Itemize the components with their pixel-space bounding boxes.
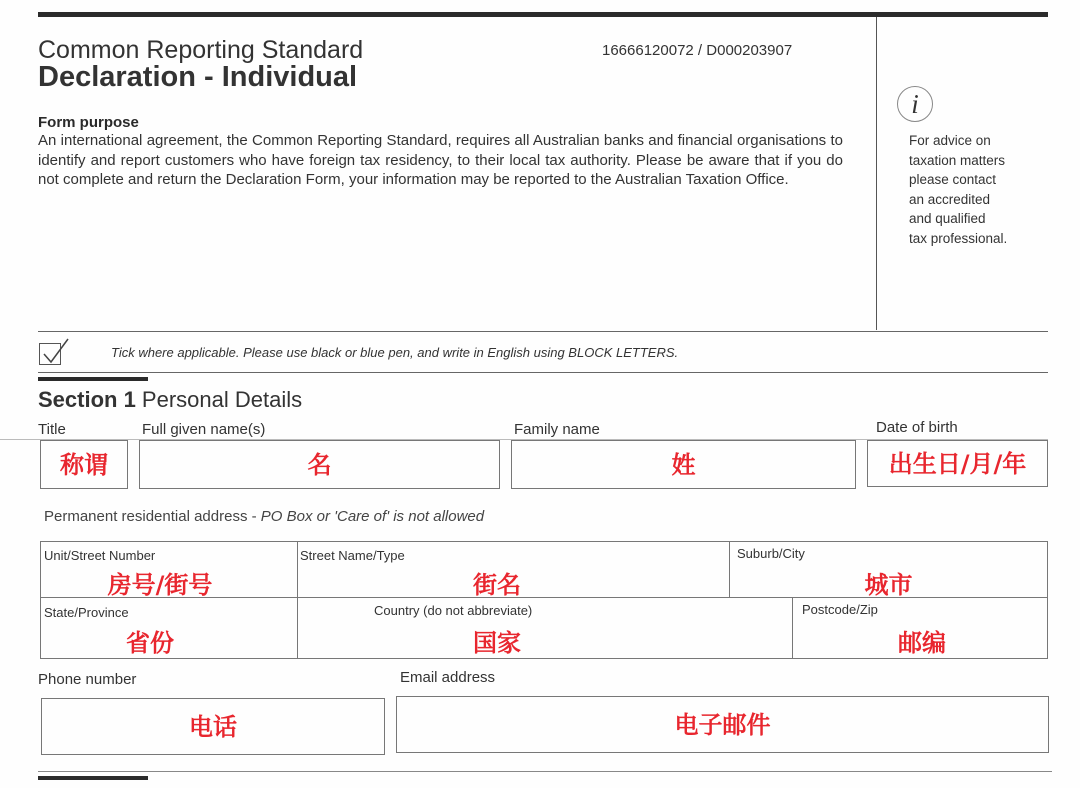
instruction-bottom-rule	[38, 372, 1048, 373]
section-rule	[38, 377, 148, 381]
purpose-text: An international agreement, the Common Reporting Standard, requires all Australian banks and financial organisations to identify and report customers who have foreign tax residency, to their local tax authority. Please be aware that if you do not complete and return the Declaration Form, your information may be reported to the Australian Taxation Office.	[38, 132, 843, 188]
state-field[interactable]	[40, 597, 297, 659]
family-name-value: 姓	[671, 451, 696, 479]
advice-line: taxation matters	[909, 152, 1006, 168]
postcode-field[interactable]	[792, 597, 1048, 659]
advice-line: tax professional.	[909, 230, 1008, 246]
advice-line: and qualified	[909, 211, 986, 226]
unit-number-label: Unit/Street Number	[44, 548, 156, 563]
info-icon: i	[897, 86, 933, 122]
postcode-value: 邮编	[898, 629, 946, 657]
street-name-label: Street Name/Type	[300, 548, 405, 563]
check-icon	[41, 336, 71, 366]
footer-section-rule	[38, 776, 148, 780]
email-label: Email address	[400, 669, 496, 686]
address-note: PO Box or 'Care of' is not allowed	[260, 508, 485, 525]
advice-line: an accredited	[909, 191, 991, 207]
country-value: 国家	[473, 629, 521, 657]
given-name-field[interactable]	[139, 440, 500, 489]
family-name-field[interactable]	[511, 440, 856, 489]
given-name-label: Full given name(s)	[142, 421, 266, 438]
street-name-field[interactable]	[297, 541, 729, 597]
unit-number-field[interactable]	[40, 541, 297, 597]
advice-line: please contact	[909, 172, 997, 187]
purpose-heading: Form purpose	[38, 114, 139, 131]
email-field[interactable]	[396, 696, 1049, 753]
family-name-label: Family name	[514, 421, 600, 438]
section-heading: Section 1 Personal Details	[38, 387, 303, 412]
tick-checkbox[interactable]	[39, 343, 61, 365]
title-label: Title	[38, 421, 66, 438]
top-rule	[38, 12, 1048, 17]
state-value: 省份	[126, 629, 174, 657]
dob-field[interactable]	[867, 440, 1048, 487]
title-field[interactable]	[40, 440, 128, 489]
address-label: Permanent residential address - PO Box or 'Care of' is not allowed	[44, 508, 485, 525]
form-subtitle: Declaration - Individual	[38, 61, 358, 93]
advice-line: For advice on	[909, 133, 991, 148]
instruction-text: Tick where applicable. Please use black or blue pen, and write in English using BLOCK LETTERS.	[111, 345, 679, 360]
country-label: Country (do not abbreviate)	[374, 603, 533, 618]
instruction-top-rule	[38, 331, 1048, 332]
form-id: 16666120072 / D000203907	[602, 42, 793, 59]
suburb-field[interactable]	[729, 541, 1048, 597]
email-value: 电子邮件	[674, 711, 771, 739]
state-label: State/Province	[44, 605, 129, 620]
title-value: 称谓	[60, 451, 108, 479]
footer-rule	[38, 771, 1052, 772]
country-field[interactable]	[297, 597, 792, 659]
given-name-value: 名	[307, 451, 332, 479]
dob-value: 出生日/月/年	[888, 450, 1027, 478]
street-name-value: 街名	[473, 571, 521, 599]
dob-label: Date of birth	[876, 419, 958, 436]
postcode-label: Postcode/Zip	[802, 602, 878, 617]
header-divider	[876, 17, 877, 330]
phone-label: Phone number	[38, 671, 137, 688]
phone-value: 电话	[189, 713, 237, 741]
unit-number-value: 房号/街号	[107, 571, 213, 599]
suburb-label: Suburb/City	[737, 546, 805, 561]
form-title: Common Reporting Standard	[38, 36, 364, 64]
tax-advice-note	[909, 131, 1039, 248]
suburb-value: 城市	[864, 571, 913, 599]
phone-field[interactable]	[41, 698, 385, 755]
